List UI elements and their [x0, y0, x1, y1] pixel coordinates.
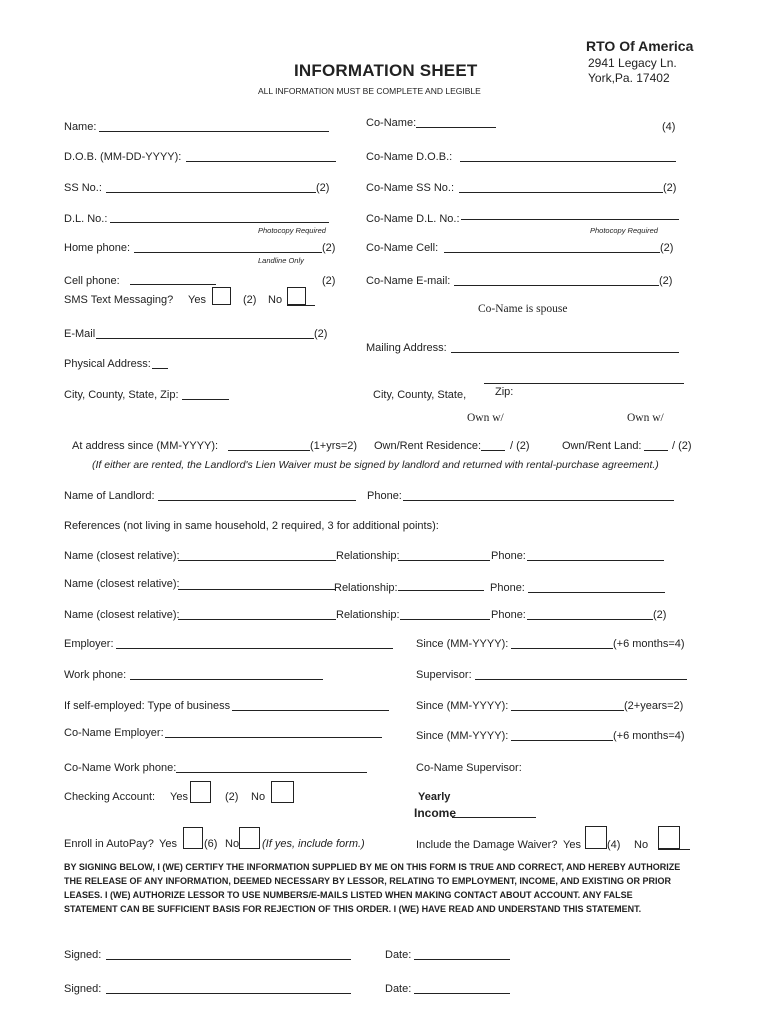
coname-field[interactable]	[416, 127, 496, 128]
coname-points: (4)	[662, 121, 676, 133]
certification-statement: BY SIGNING BELOW, I (WE) CERTIFY THE INFORMATION SUPPLIED BY ME ON THIS FORM IS TRUE AND CORRECT, AND HEREBY AUTHORIZE THE RELEASE OF ANY INFORMATION, DEEMED NECESSARY BY LESSOR, RELATING TO EMPLOYMENT, INCOME, AND EXISTING OR PRIOR LEASES. I (WE) AUTHORIZE LESSOR TO USE NUMBERS/E-MAILS LISTED WHEN MAKING CONTACT ABOUT ACCOUNT. ANY FALSE STATEMENT CAN BE SUFFICIENT BASIS FOR REJECTION OF THIS ORDER. I (WE) HAVE READ AND UNDERSTAND THIS STATEMENT.	[64, 862, 681, 914]
company-name: RTO Of America	[586, 38, 694, 54]
coname-dl-label: Co-Name D.L. No.:	[366, 213, 460, 225]
coname-employer-since-label: Since (MM-YYYY):	[416, 730, 509, 742]
sms-yes-label: Yes	[188, 294, 206, 306]
date-1-field[interactable]	[414, 959, 510, 960]
landlord-phone-label: Phone:	[367, 490, 402, 502]
checking-account-label: Checking Account:	[64, 791, 156, 803]
photocopy-note: Photocopy Required	[258, 226, 326, 235]
page-subtitle: ALL INFORMATION MUST BE COMPLETE AND LEGIBLE	[258, 86, 481, 96]
reference-1-name-field[interactable]	[178, 560, 336, 561]
autopay-no-checkbox[interactable]	[239, 827, 260, 849]
name-field[interactable]	[99, 131, 329, 132]
physical-address-label: Physical Address:	[64, 358, 151, 370]
email-label: E-Mail	[64, 328, 96, 340]
ss-points: (2)	[316, 182, 330, 194]
checking-yes-label: Yes	[170, 791, 188, 803]
coname-cell-label: Co-Name Cell:	[366, 242, 439, 254]
own-with-note-2: Own w/	[627, 412, 664, 424]
physical-address-field[interactable]	[152, 368, 168, 369]
sms-no-underline	[287, 305, 315, 306]
company-address-line1: 2941 Legacy Ln.	[588, 56, 677, 70]
city-county-state-zip-label: City, County, State, Zip:	[64, 389, 179, 401]
ss-label: SS No.:	[64, 182, 102, 194]
home-phone-label: Home phone:	[64, 242, 131, 254]
reference-1-phone-field[interactable]	[527, 560, 664, 561]
mailing-address-field[interactable]	[451, 352, 679, 353]
coname-employer-since-points: (+6 months=4)	[613, 730, 685, 742]
self-employed-since-field[interactable]	[511, 710, 624, 711]
reference-3-phone-field[interactable]	[527, 619, 653, 620]
date-2-field[interactable]	[414, 993, 510, 994]
autopay-yes-label: Yes	[159, 838, 177, 850]
employer-field[interactable]	[116, 648, 393, 649]
sms-no-checkbox[interactable]	[287, 287, 306, 305]
reference-2-name-label: Name (closest relative):	[64, 578, 180, 590]
self-employed-since-label: Since (MM-YYYY):	[416, 700, 509, 712]
yearly-income-label-2: Income	[414, 806, 457, 820]
company-address-line2: York,Pa. 17402	[588, 71, 670, 85]
reference-1-phone-label: Phone:	[491, 550, 526, 562]
reference-1-relationship-label: Relationship:	[336, 550, 400, 562]
address-since-field[interactable]	[228, 450, 310, 451]
autopay-yes-checkbox[interactable]	[183, 827, 203, 849]
signature-1-field[interactable]	[106, 959, 351, 960]
signature-2-label: Signed:	[64, 983, 102, 995]
dob-label: D.O.B. (MM-DD-YYYY):	[64, 151, 182, 163]
reference-3-relationship-field[interactable]	[400, 619, 490, 620]
coname-cell-field[interactable]	[444, 252, 660, 253]
autopay-points: (6)	[204, 838, 218, 850]
damage-waiver-yes-label: Yes	[563, 839, 581, 851]
coname-email-field[interactable]	[454, 285, 659, 286]
checking-no-checkbox[interactable]	[271, 781, 294, 803]
mailing-address-label: Mailing Address:	[366, 342, 447, 354]
name-label: Name:	[64, 121, 97, 133]
yearly-income-label-1: Yearly	[418, 791, 451, 803]
autopay-no-label: No	[225, 838, 240, 850]
reference-2-relationship-label: Relationship:	[334, 582, 398, 594]
coname-employer-since-field[interactable]	[511, 740, 613, 741]
supervisor-label: Supervisor:	[416, 669, 472, 681]
page-title: INFORMATION SHEET	[294, 61, 478, 80]
landlord-name-field[interactable]	[158, 500, 356, 501]
reference-3-points: (2)	[653, 609, 667, 621]
own-rent-residence-field[interactable]	[481, 450, 505, 451]
home-phone-field[interactable]	[134, 252, 322, 253]
date-1-label: Date:	[385, 949, 412, 961]
work-phone-label: Work phone:	[64, 669, 127, 681]
signature-1-label: Signed:	[64, 949, 102, 961]
mailing-city-line[interactable]	[484, 383, 684, 384]
references-heading: References (not living in same household, 2 required, 3 for additional points):	[64, 520, 439, 532]
home-phone-points: (2)	[322, 242, 336, 254]
coname-cell-points: (2)	[660, 242, 674, 254]
damage-waiver-no-checkbox[interactable]	[658, 826, 680, 849]
reference-3-relationship-label: Relationship:	[336, 609, 400, 621]
reference-2-relationship-field[interactable]	[398, 590, 484, 591]
coname-work-phone-label: Co-Name Work phone:	[64, 762, 177, 774]
signature-2-field[interactable]	[106, 993, 351, 994]
own-rent-land-label: Own/Rent Land:	[562, 440, 642, 452]
sms-yes-checkbox[interactable]	[212, 287, 231, 305]
dob-field[interactable]	[186, 161, 336, 162]
own-with-note-1: Own w/	[467, 412, 504, 424]
damage-waiver-yes-checkbox[interactable]	[585, 826, 607, 849]
reference-2-name-field[interactable]	[178, 589, 336, 590]
damage-waiver-points: (4)	[607, 839, 621, 851]
ss-field[interactable]	[106, 192, 316, 193]
sms-points: (2)	[243, 294, 257, 306]
cell-phone-points: (2)	[322, 275, 336, 287]
damage-waiver-no-underline	[658, 849, 690, 850]
dl-label: D.L. No.:	[64, 213, 108, 225]
reference-3-name-label: Name (closest relative):	[64, 609, 180, 621]
reference-3-name-field[interactable]	[178, 619, 336, 620]
reference-2-phone-field[interactable]	[528, 592, 665, 593]
coname-dob-label: Co-Name D.O.B.:	[366, 151, 453, 163]
email-field[interactable]	[96, 338, 314, 339]
employer-since-points: (+6 months=4)	[613, 638, 685, 650]
supervisor-field[interactable]	[475, 679, 687, 680]
coname-label: Co-Name:	[366, 117, 417, 129]
self-employed-since-points: (2+years=2)	[624, 700, 684, 712]
coname-email-label: Co-Name E-mail:	[366, 275, 451, 287]
yearly-income-field[interactable]	[452, 817, 536, 818]
checking-no-label: No	[251, 791, 266, 803]
own-rent-land-points: / (2)	[672, 440, 692, 452]
mailing-city-label: City, County, State,	[373, 389, 467, 401]
self-employed-label: If self-employed: Type of business	[64, 700, 231, 712]
own-rent-residence-label: Own/Rent Residence:	[374, 440, 481, 452]
cell-phone-field[interactable]	[130, 284, 216, 285]
landlord-phone-field[interactable]	[403, 500, 674, 501]
coname-ss-label: Co-Name SS No.:	[366, 182, 455, 194]
landlord-name-label: Name of Landlord:	[64, 490, 155, 502]
coname-photocopy-note: Photocopy Required	[590, 226, 658, 235]
self-employed-field[interactable]	[232, 710, 389, 711]
employer-label: Employer:	[64, 638, 114, 650]
damage-waiver-no-label: No	[634, 839, 649, 851]
coname-ss-points: (2)	[663, 182, 677, 194]
autopay-note: (If yes, include form.)	[262, 838, 365, 850]
checking-points: (2)	[225, 791, 239, 803]
coname-supervisor-label: Co-Name Supervisor:	[416, 762, 522, 774]
autopay-label: Enroll in AutoPay?	[64, 838, 154, 850]
employer-since-field[interactable]	[511, 648, 613, 649]
address-since-points: (1+yrs=2)	[310, 440, 358, 452]
checking-yes-checkbox[interactable]	[190, 781, 211, 803]
coname-dl-field[interactable]	[461, 219, 679, 220]
work-phone-field[interactable]	[130, 679, 323, 680]
cell-phone-label: Cell phone:	[64, 275, 120, 287]
mailing-zip-label: Zip:	[495, 386, 514, 398]
email-points: (2)	[314, 328, 328, 340]
coname-ss-field[interactable]	[459, 192, 663, 193]
coname-employer-field[interactable]	[165, 737, 382, 738]
coname-spouse-note: Co-Name is spouse	[478, 303, 568, 315]
own-rent-residence-points: / (2)	[510, 440, 530, 452]
sms-no-label: No	[268, 294, 283, 306]
coname-employer-label: Co-Name Employer:	[64, 727, 164, 739]
reference-3-phone-label: Phone:	[491, 609, 526, 621]
city-county-state-zip-field[interactable]	[182, 399, 229, 400]
employer-since-label: Since (MM-YYYY):	[416, 638, 509, 650]
reference-1-name-label: Name (closest relative):	[64, 550, 180, 562]
landline-note: Landline Only	[258, 256, 304, 265]
lien-waiver-note: (If either are rented, the Landlord's Lien Waiver must be signed by landlord and returned with rental-purchase agreement.)	[92, 459, 659, 471]
coname-dob-field[interactable]	[460, 161, 676, 162]
own-rent-land-field[interactable]	[644, 450, 668, 451]
reference-1-relationship-field[interactable]	[398, 560, 490, 561]
coname-email-points: (2)	[659, 275, 673, 287]
address-since-label: At address since (MM-YYYY):	[72, 440, 219, 452]
damage-waiver-label: Include the Damage Waiver?	[416, 839, 558, 851]
date-2-label: Date:	[385, 983, 412, 995]
coname-work-phone-field[interactable]	[176, 772, 367, 773]
reference-2-phone-label: Phone:	[490, 582, 525, 594]
sms-label: SMS Text Messaging?	[64, 294, 174, 306]
dl-field[interactable]	[110, 222, 329, 223]
